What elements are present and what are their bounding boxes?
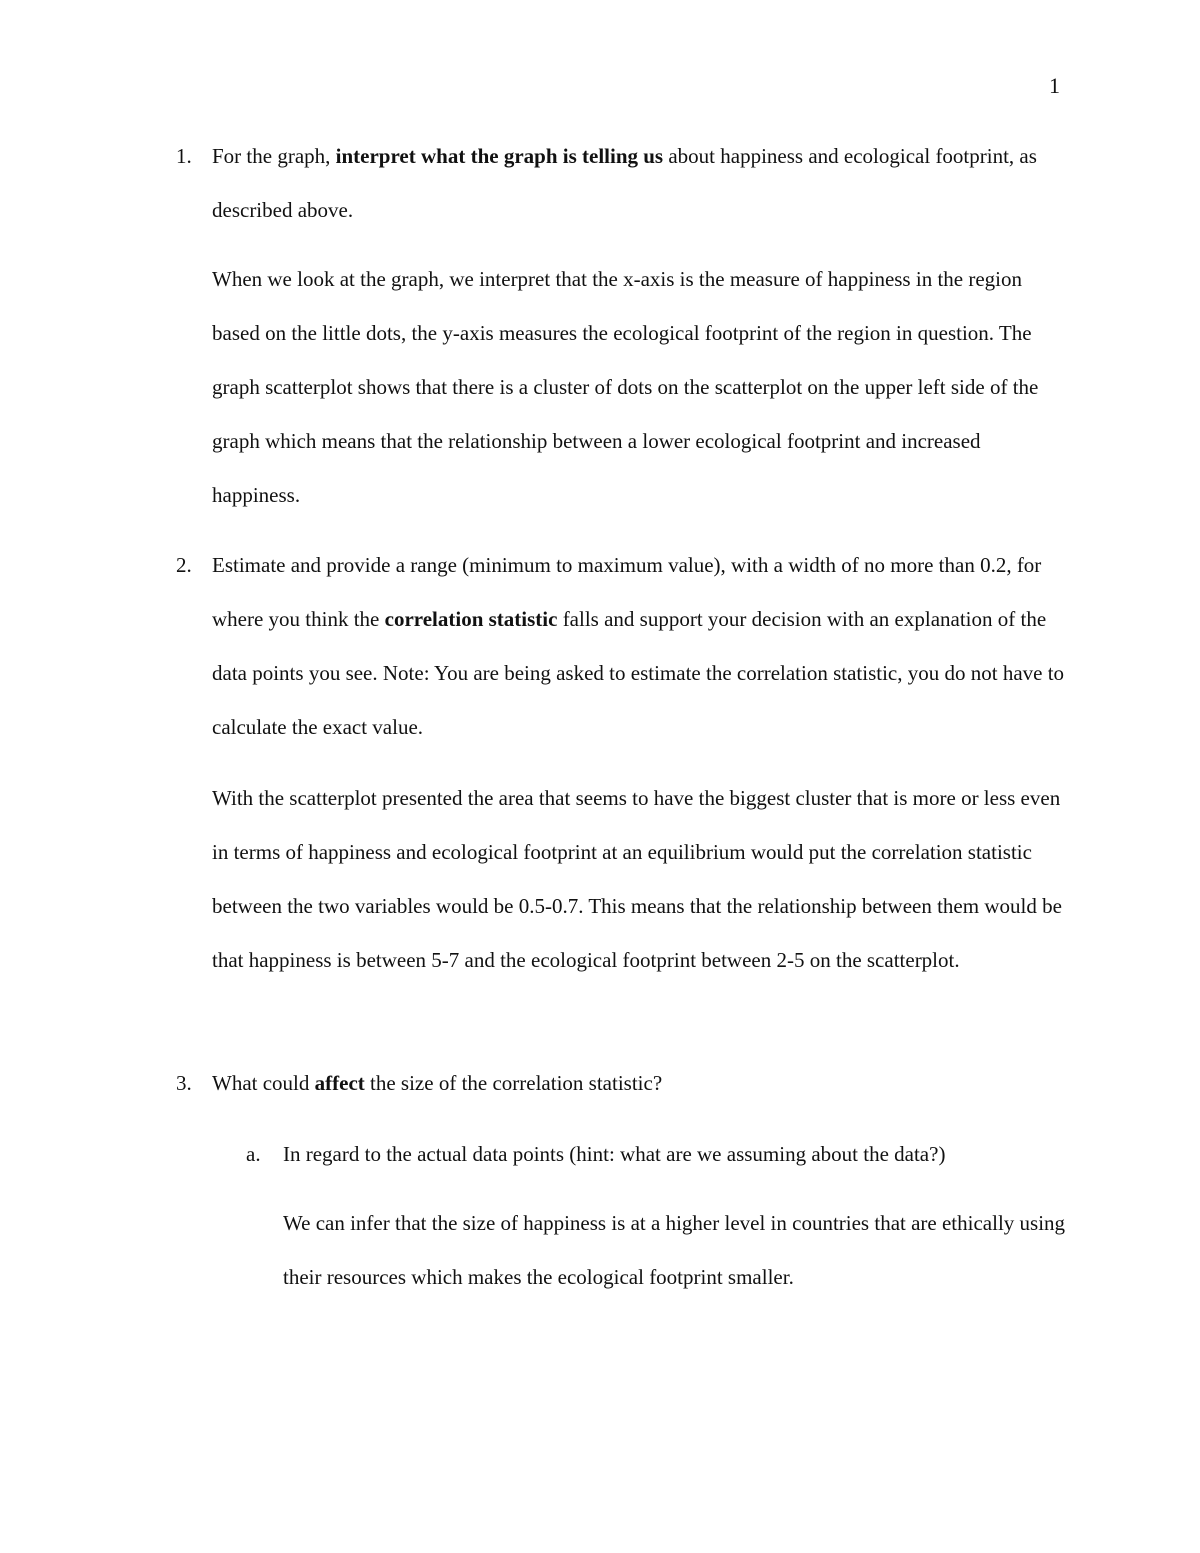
question-2-suffix: falls and support your decision with an explanation of the data points you see. Note: You are being asked to estimate the correlation statistic, you do not have to calculate the exact value. bbox=[212, 607, 1065, 739]
question-1-bold: interpret what the graph is telling us bbox=[335, 144, 664, 168]
question-2-answer: With the scatterplot presented the area that seems to have the biggest cluster that is more or less even in terms of happiness and ecological footprint at an equilibrium would put the correlation statistic between the two variables would be 0.5-0.7. This means that the relationship between them would be that happiness is between 5-7 and the ecological footprint between 2-5 on the scatterplot. bbox=[212, 786, 1062, 972]
question-3a-letter: a. bbox=[246, 1142, 261, 1166]
question-3-suffix: the size of the correlation statistic? bbox=[364, 1071, 663, 1095]
question-3-bold: affect bbox=[314, 1071, 365, 1095]
question-2-prefix: Estimate and provide a range (minimum to maximum value), with a width of no more than 0.2, for where you think the bbox=[212, 553, 1042, 631]
question-3-prefix: What could bbox=[212, 1071, 315, 1095]
question-3a-prompt: In regard to the actual data points (hint: what are we assuming about the data?) bbox=[283, 1142, 946, 1166]
page-number: 1 bbox=[1049, 73, 1060, 98]
question-1-prompt bbox=[212, 129, 1072, 237]
question-2-prompt bbox=[212, 538, 1072, 754]
question-1-suffix: about happiness and ecological footprint, as described above. bbox=[212, 144, 1037, 222]
question-1-answer: When we look at the graph, we interpret that the x-axis is the measure of happiness in the region based on the little dots, the y-axis measures the ecological footprint of the region in question. The graph scatterplot shows that there is a cluster of dots on the scatterplot on the upper left side of the graph which means that the relationship between a lower ecological footprint and increased happiness. bbox=[212, 267, 1039, 507]
question-3-number: 3. bbox=[176, 1071, 192, 1095]
question-1-number: 1. bbox=[176, 144, 192, 168]
question-3-prompt bbox=[212, 1056, 1072, 1110]
question-2-number: 2. bbox=[176, 553, 192, 577]
question-2-bold: correlation statistic bbox=[384, 607, 558, 631]
question-3a-answer: We can infer that the size of happiness is at a higher level in countries that are ethically using their resources which makes the ecological footprint smaller. bbox=[283, 1211, 1066, 1289]
question-1-prefix: For the graph, bbox=[212, 144, 336, 168]
